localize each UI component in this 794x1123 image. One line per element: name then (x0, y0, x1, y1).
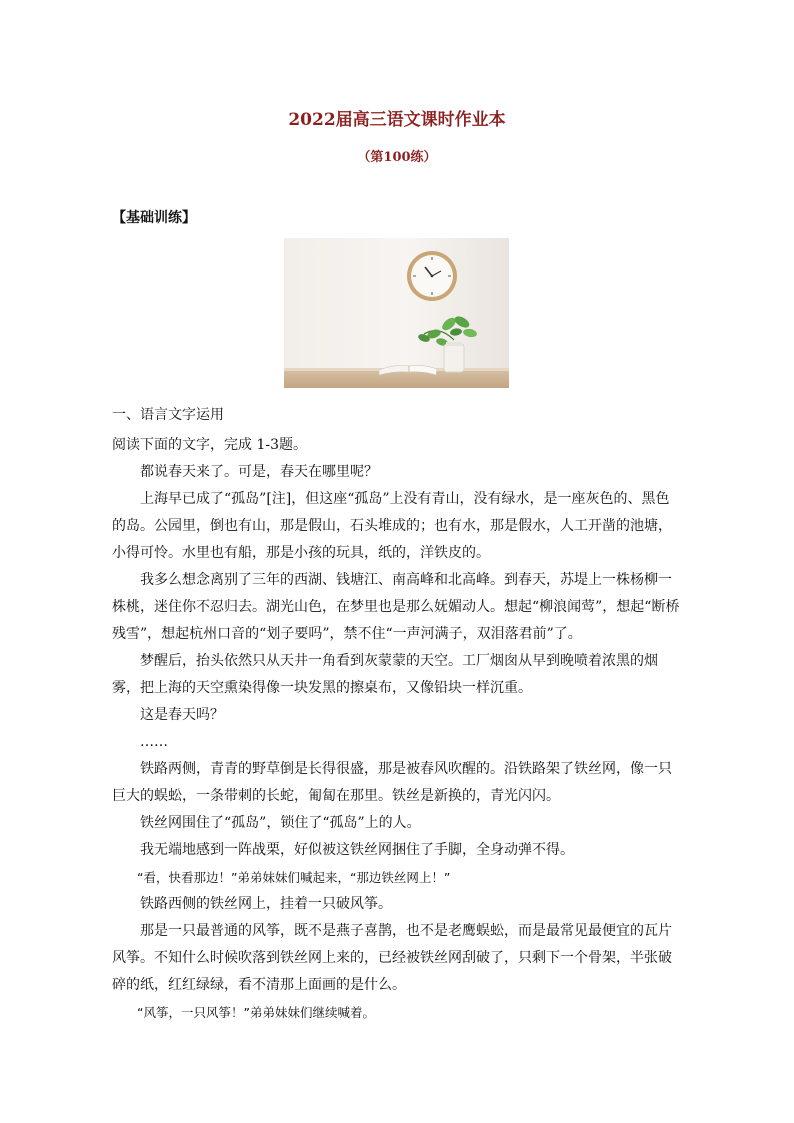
passage-paragraph: 铁路两侧，青青的野草倒是长得很盛，那是被春风吹醒的。沿铁路架了铁丝网，像一只巨大的蜈蚣，一条带刺的长蛇，匍匐在那里。铁丝是新换的，青光闪闪。 (112, 761, 672, 804)
document-title: 2022届高三语文课时作业本 (288, 110, 506, 130)
document-subtitle: （第100练） (357, 150, 437, 165)
passage-paragraph: 铁丝网围住了“孤岛”，锁住了“孤岛”上的人。 (140, 815, 421, 831)
passage-paragraph: 梦醒后，抬头依然只从天井一角看到灰蒙蒙的天空。工厂烟囱从早到晚喷着浓黑的烟雾，把上海的天空熏染得像一块发黑的擦桌布，又像铅块一样沉重。 (112, 653, 658, 696)
reading-passage (112, 432, 682, 1026)
section-label: 【基础训练】 (112, 210, 196, 226)
wall-clock-icon (407, 251, 457, 301)
instruction-paragraph: 阅读下面的文字，完成 1-3题。 (112, 437, 307, 453)
passage-paragraph: 我多么想念离别了三年的西湖、钱塘江、南高峰和北高峰。到春天，苏堤上一株杨柳一株桃，迷住你不忍归去。湖光山色，在梦里也是那么妩媚动人。想起“柳浪闻莺”，想起“断桥残雪”，想起杭州口音的“划子要吗”，禁不住“一声河满子，双泪落君前”了。 (112, 572, 680, 642)
passage-paragraph: “风筝，一只风筝！”弟弟妹妹们继续喊着。 (137, 1005, 375, 1020)
passage-paragraph: 这是春天吗？ (140, 707, 224, 723)
passage-paragraph: 那是一只最普通的风筝，既不是燕子喜鹊，也不是老鹰蜈蚣，而是最常见最便宜的瓦片风筝。不知什么时候吹落到铁丝网上来的，已经被铁丝网刮破了，只剩下一个骨架，半张破碎的纸，红红绿绿，看不清那上面画的是什么。 (112, 923, 672, 993)
passage-paragraph: “看，快看那边！”弟弟妹妹们喊起来，“那边铁丝网上！” (137, 870, 451, 885)
passage-paragraph: 都说春天来了。可是，春天在哪里呢？ (140, 464, 378, 480)
passage-paragraph: 我无端地感到一阵战栗，好似被这铁丝网捆住了手脚，全身动弹不得。 (140, 842, 574, 858)
passage-paragraph: 铁路西侧的铁丝网上，挂着一只破风筝。 (140, 896, 392, 912)
passage-paragraph: 上海早已成了“孤岛”[注]，但这座“孤岛”上没有青山，没有绿水，是一座灰色的、黑色的岛。公园里，倒也有山，那是假山，石头堆成的；也有水，那是假水，人工开凿的池塘，小得可怜。水里也有船，那是小孩的玩具，纸的，洋铁皮的。 (112, 491, 672, 561)
passage-paragraph: …… (140, 734, 168, 750)
part-heading: 一、语言文字运用 (112, 407, 224, 423)
illustration-clock-book-plant (284, 238, 509, 388)
